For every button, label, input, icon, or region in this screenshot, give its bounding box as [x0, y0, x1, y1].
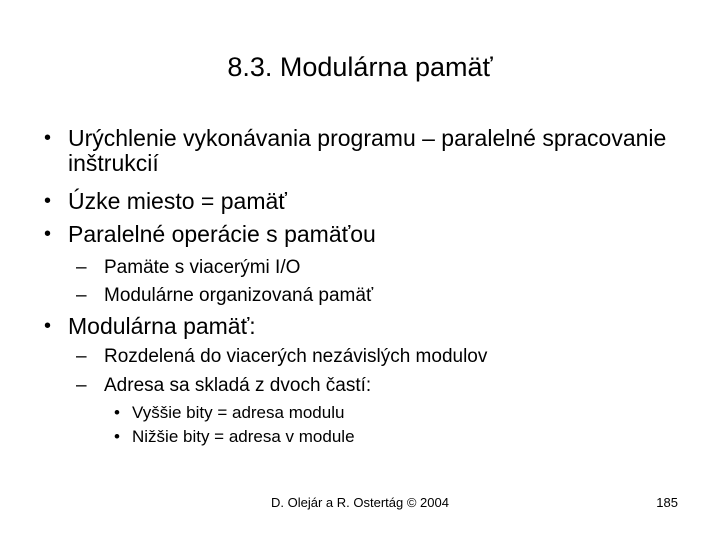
- bullet-marker: •: [44, 190, 52, 212]
- sub-bullet-text: Modulárne organizovaná pamäť: [104, 285, 374, 306]
- slide-title: 8.3. Modulárna pamäť: [227, 52, 493, 82]
- sub-sub-bullet-item: [114, 426, 674, 448]
- sub-bullet-marker: –: [76, 375, 87, 396]
- bullet-text: Úzke miesto = pamäť: [68, 188, 287, 214]
- bullet-text: Modulárna pamäť:: [68, 313, 256, 339]
- bullet-marker: •: [44, 223, 52, 245]
- sub-bullet-item: [76, 256, 676, 280]
- sub-sub-bullet-marker: •: [114, 427, 120, 446]
- sub-sub-bullet-marker: •: [114, 403, 120, 422]
- sub-bullet-marker: –: [76, 285, 87, 306]
- bullet-item: [44, 189, 684, 214]
- bullet-text: Urýchlenie vykonávania programu – paralelné spracovanie inštrukcií: [68, 125, 667, 176]
- sub-bullet-marker: –: [76, 257, 87, 278]
- sub-sub-bullet-text: Nižšie bity = adresa v module: [132, 427, 355, 446]
- bullet-item: [44, 222, 684, 247]
- bullet-item: [44, 126, 684, 176]
- page-number: 185: [656, 495, 678, 510]
- bullet-text: Paralelné operácie s pamäťou: [68, 221, 376, 247]
- sub-sub-bullet-item: [114, 402, 674, 424]
- sub-bullet-marker: –: [76, 346, 87, 367]
- footer-author: D. Olejár a R. Ostertág © 2004: [271, 495, 449, 510]
- bullet-marker: •: [44, 127, 52, 149]
- bullet-marker: •: [44, 315, 52, 337]
- sub-bullet-item: [76, 284, 676, 308]
- bullet-item: [44, 314, 684, 339]
- sub-bullet-text: Rozdelená do viacerých nezávislých modulov: [104, 346, 488, 367]
- sub-bullet-item: [76, 345, 676, 369]
- sub-sub-bullet-text: Vyššie bity = adresa modulu: [132, 403, 345, 422]
- sub-bullet-text: Adresa sa skladá z dvoch častí:: [104, 375, 372, 396]
- sub-bullet-text: Pamäte s viacerými I/O: [104, 257, 301, 278]
- sub-bullet-item: [76, 374, 676, 398]
